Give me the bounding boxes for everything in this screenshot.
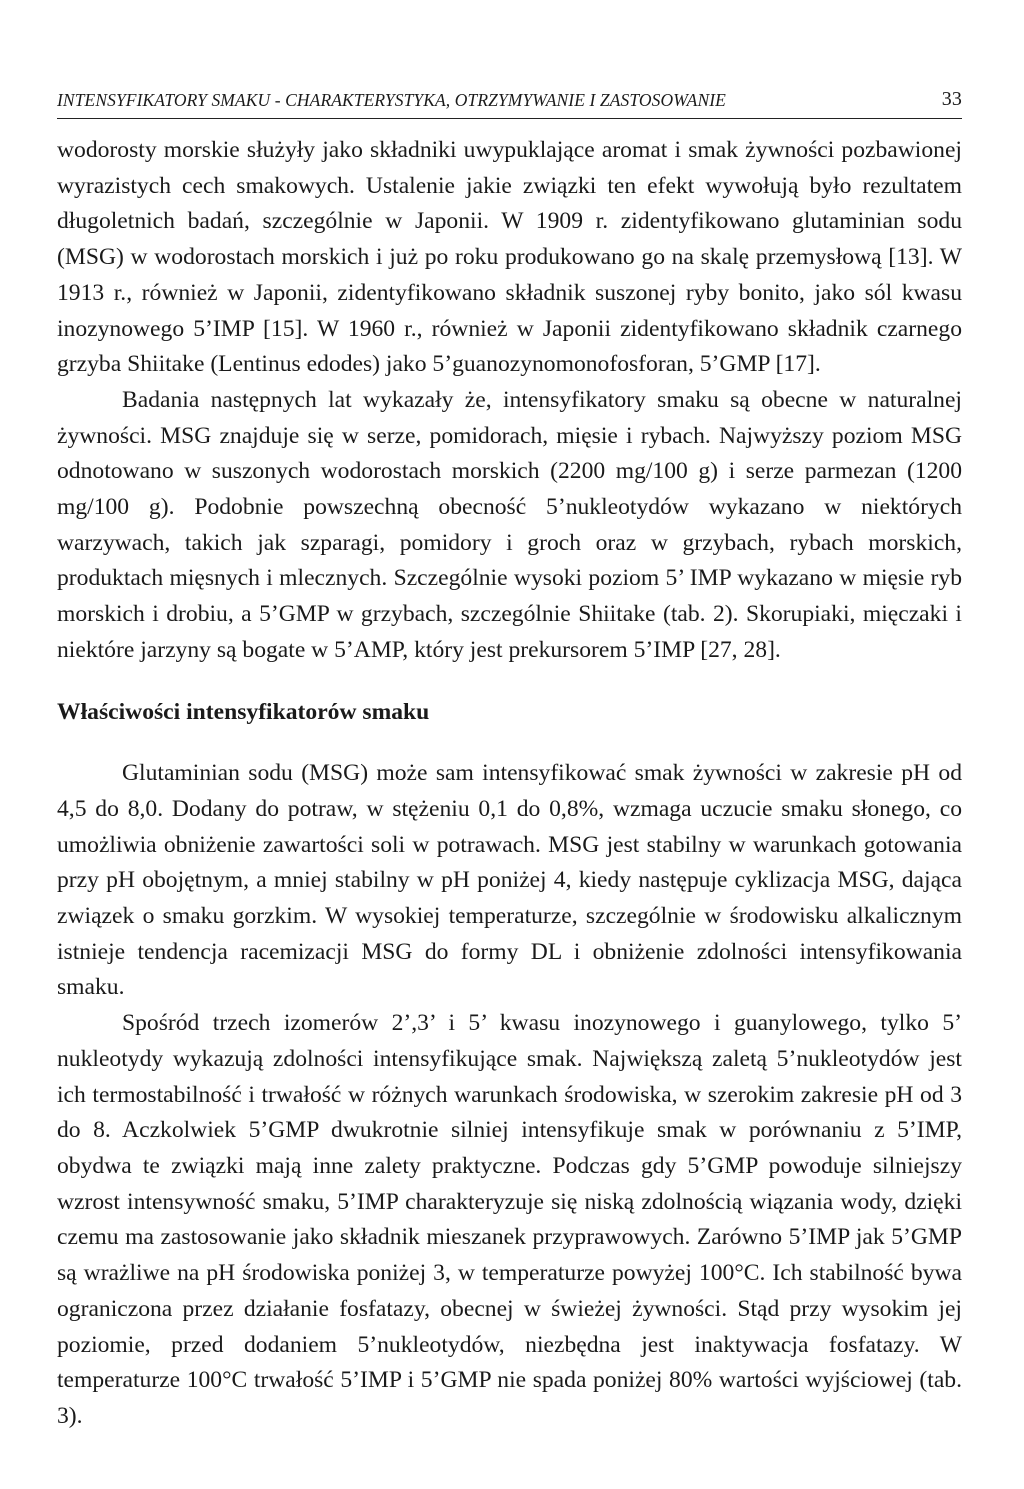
paragraph: Badania następnych lat wykazały że, intensyfikatory smaku są obecne w naturalnej żywności. MSG znajduje się w serze, pomidorach, mięsie i rybach. Najwyższy poziom MSG odnotowano w suszonych wodorostach morskich (2200 mg/100 g) i serze parmezan (1200 mg/100 g). Podobnie powszechną obecność 5’nukleotydów wykazano w niektórych warzywach, takich jak szparagi, pomidory i groch oraz w grzybach, rybach morskich, produktach mięsnych i mlecznych. Szczególnie wysoki poziom 5’ IMP wykazano w mięsie ryb morskich i drobiu, a 5’GMP w grzybach, szczególnie Shiitake (tab. 2). Skorupiaki, mięczaki i niektóre jarzyny są bogate w 5’AMP, który jest prekursorem 5’IMP [27, 28]. bbox=[57, 386, 962, 663]
paragraph-continuation: wodorosty morskie służyły jako składniki uwypuklające aromat i smak żywności pozbawionej wyrazistych cech smakowych. Ustalenie jakie związki ten efekt wywołują było rezultatem długoletnich badań, szczególnie w Japonii. W 1909 r. zidentyfikowano glutaminian sodu (MSG) w wodorostach morskich i już po roku produkowano go na skalę przemysłową [13]. W 1913 r., również w Japonii, zidentyfikowano składnik suszonej ryby bonito, jako sól kwasu inozynowego 5’IMP [15]. W 1960 r., również w Japonii zidentyfikowano składnik czarnego grzyba Shiitake (Lentinus edodes) jako 5’guanozynomonofosforan, 5’GMP [17]. bbox=[57, 137, 962, 378]
running-title: INTENSYFIKATORY SMAKU - CHARAKTERYSTYKA, OTRZYMYWANIE I ZASTOSOWANIE bbox=[57, 90, 726, 110]
document-page bbox=[57, 88, 962, 1435]
running-header bbox=[57, 88, 962, 119]
paragraph: Spośród trzech izomerów 2’,3’ i 5’ kwasu inozynowego i guanylowego, tylko 5’ nukleotydy wykazują zdolności intensyfikujące smak. Największą zaletą 5’nukleotydów jest ich termostabilność i trwałość w różnych warunkach środowiska, w szerokim zakresie pH od 3 do 8. Aczkolwiek 5’GMP dwukrotnie silniej intensyfikuje smak w porównaniu z 5’IMP, obydwa te związki mają inne zalety praktyczne. Podczas gdy 5’GMP powoduje silniejszy wzrost intensywność smaku, 5’IMP charakteryzuje się niską zdolnością wiązania wody, dzięki czemu ma zastosowanie jako składnik mieszanek przyprawowych. Zarówno 5’IMP jak 5’GMP są wrażliwe na pH środowiska poniżej 3, w temperaturze powyżej 100°C. Ich stabilność bywa ograniczona przez działanie fosfatazy, obecnej w świeżej żywności. Stąd przy wysokim jej poziomie, przed dodaniem 5’nukleotydów, niezbędna jest inaktywacja fosfatazy. W temperaturze 100°C trwałość 5’IMP i 5’GMP nie spada poniżej 80% wartości wyjściowej (tab. 3). bbox=[57, 1010, 962, 1429]
paragraph: Glutaminian sodu (MSG) może sam intensyfikować smak żywności w zakresie pH od 4,5 do 8,0. Dodany do potraw, w stężeniu 0,1 do 0,8%, wzmaga uczucie smaku słonego, co umożliwia obniżenie zawartości soli w potrawach. MSG jest stabilny w warunkach gotowania przy pH obojętnym, a mniej stabilny w pH poniżej 4, kiedy następuje cyklizacja MSG, dająca związek o smaku gorzkim. W wysokiej temperaturze, szczególnie w środowisku alkalicznym istnieje tendencja racemizacji MSG do formy DL i obniżenie zdolności intensyfikowania smaku. bbox=[57, 760, 962, 1001]
body-text bbox=[57, 133, 962, 1435]
page-number: 33 bbox=[941, 88, 962, 110]
section-heading: Właściwości intensyfikatorów smaku bbox=[57, 698, 430, 725]
